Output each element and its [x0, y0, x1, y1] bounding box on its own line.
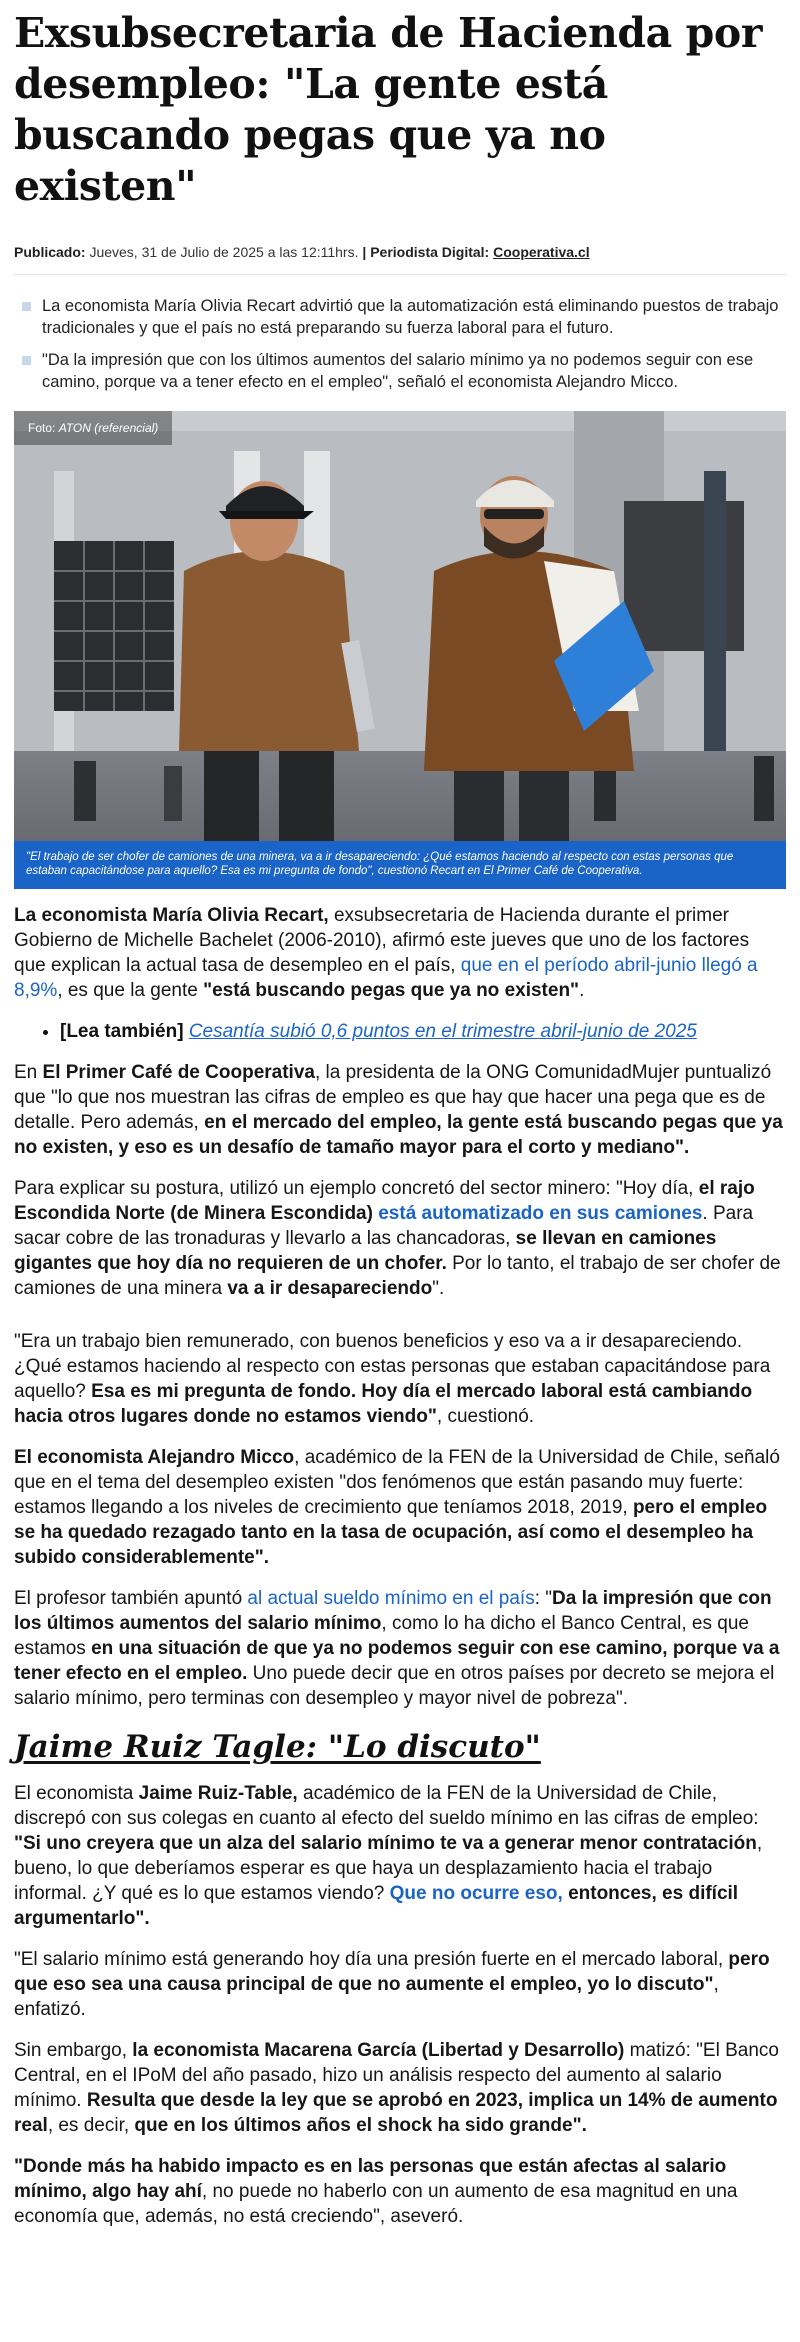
photo-illustration	[14, 411, 786, 889]
text: Para explicar su postura, utilizó un ejemplo concretó del sector minero: "Hoy día,	[14, 1178, 699, 1199]
paragraph	[14, 1445, 786, 1570]
text: El profesor también apuntó	[14, 1588, 248, 1609]
bold-text: entonces, es difícil argumentarlo".	[14, 1883, 739, 1929]
text: "Era un trabajo bien remunerado, con buenos beneficios y eso va a ir desapareciendo. ¿Qué estamos haciendo al respecto con estas personas que estaban capacitándose para aquello?	[14, 1331, 771, 1402]
text: , es decir,	[47, 2115, 135, 2136]
text: , como lo ha dicho el Banco Central, es que estamos	[14, 1613, 749, 1659]
bold-text: que en los últimos años el shock ha sido grande".	[134, 2115, 587, 2136]
bold-text: "está buscando pegas que ya no existen"	[203, 980, 580, 1001]
bold-text: Jaime Ruiz-Table,	[138, 1783, 298, 1804]
text: , bueno, lo que deberíamos esperar es que haya un desplazamiento hacia el trabajo informal. ¿Y qué es lo que estamos viendo?	[14, 1833, 763, 1904]
paragraph	[14, 903, 786, 1003]
summary-bullet: La economista María Olivia Recart advirtió que la automatización está eliminando puestos de trabajo tradicionales y que el país no está preparando su fuerza laboral para el futuro.	[20, 295, 786, 339]
article-body	[14, 903, 786, 2229]
paragraph	[14, 2154, 786, 2229]
text: : "	[534, 1588, 553, 1609]
paragraph	[14, 1176, 786, 1301]
section-heading: Jaime Ruiz Tagle: "Lo discuto"	[14, 1729, 541, 1765]
text: académico de la FEN de la Universidad de Chile, discrepó con sus colegas en cuanto al efecto del sueldo mínimo en las cifras de empleo:	[14, 1783, 759, 1829]
text: En	[14, 1062, 43, 1083]
text: "El salario mínimo está generando hoy día una presión fuerte en el mercado laboral,	[14, 1949, 729, 1970]
summary-bullet: "Da la impresión que con los últimos aumentos del salario mínimo ya no podemos seguir con ese camino, porque va a tener efecto en el empleo", señaló el economista Alejandro Micco.	[20, 349, 786, 393]
paragraph	[14, 1329, 786, 1429]
text: ".	[432, 1278, 445, 1299]
bold-text: el rajo Escondida Norte (de Minera Escondida)	[14, 1178, 755, 1224]
article-image	[14, 411, 786, 889]
text: .	[579, 980, 585, 1001]
related-tag: [Lea también]	[60, 1021, 184, 1042]
bold-text: va a ir desapareciendo	[227, 1278, 433, 1299]
photo-credit-label: Foto:	[28, 421, 56, 435]
photo-credit	[14, 411, 172, 445]
bold-text: pero que eso sea una causa principal de que no aumente el empleo, yo lo discuto"	[14, 1949, 770, 1995]
paragraph	[14, 1586, 786, 1711]
automation-link[interactable]: está automatizado en sus camiones	[378, 1203, 703, 1224]
bold-text: pero el empleo se ha quedado rezagado tanto en la tasa de ocupación, así como el desempleo ha subido considerablemente".	[14, 1497, 768, 1568]
related-article	[14, 1019, 786, 1044]
published-date: Jueves, 31 de Julio de 2025 a las 12:11hrs.	[89, 244, 359, 260]
text: , es que la gente	[57, 980, 204, 1001]
related-article-link[interactable]: Cesantía subió 0,6 puntos en el trimestre abril-junio de 2025	[188, 1021, 697, 1042]
text: , académico de la FEN de la Universidad de Chile, señaló que en el tema del desempleo existen "dos fenómenos que están pasando muy fuerte: estamos llegando a los niveles de crecimiento que teníamos 2018, 2019,	[14, 1447, 780, 1518]
bold-text: La economista María Olivia Recart,	[14, 905, 329, 926]
text: , la presidenta de la ONG ComunidadMujer puntualizó que "lo que nos muestran las cifras de empleo es que hay que hacer una pega que es de detalle. Pero además,	[14, 1062, 772, 1133]
informal-work-link[interactable]: Que no ocurre eso,	[389, 1883, 563, 1904]
photo-credit-value: ATON (referencial)	[58, 421, 159, 435]
bold-text: en el mercado del empleo, la gente está buscando pegas que ya no existen, y eso es un desafío de tamaño mayor para el corto y mediano".	[14, 1112, 783, 1158]
text: Uno puede decir que en otros países por decreto se mejora el salario mínimo, pero terminas con desempleo y mayor nivel de pobreza".	[14, 1663, 775, 1709]
text: matizó: "El Banco Central, en el IPoM del año pasado, hizo un análisis respecto del aumento al salario mínimo.	[14, 2040, 779, 2111]
text: , cuestionó.	[436, 1406, 535, 1427]
bold-text: Da la impresión que con los últimos aumentos del salario mínimo	[14, 1588, 772, 1634]
paragraph	[14, 1947, 786, 2022]
article-meta	[14, 244, 786, 275]
author-link[interactable]: Cooperativa.cl	[493, 244, 590, 260]
text: Sin embargo,	[14, 2040, 133, 2061]
meta-separator: |	[362, 244, 367, 260]
bold-text: "Donde más ha habido impacto es en las personas que están afectas al salario mínimo, algo hay ahí	[14, 2156, 727, 2202]
summary-bullets	[14, 295, 786, 393]
text: , no puede no haberlo con un aumento de esa magnitud en una economía que, además, no está creciendo", aseveró.	[14, 2181, 738, 2227]
bold-text: "Si uno creyera que un alza del salario mínimo te va a generar menor contratación	[14, 1833, 757, 1854]
published-label: Publicado:	[14, 244, 86, 260]
text: , enfatizó.	[14, 1974, 719, 2020]
bold-text: en una situación de que ya no podemos seguir con ese camino, porque va a tener efecto en el empleo.	[14, 1638, 780, 1684]
bold-text: la economista Macarena García (Libertad y Desarrollo)	[132, 2040, 625, 2061]
text: exsubsecretaria de Hacienda durante el primer Gobierno de Michelle Bachelet (2006-2010), afirmó este jueves que uno de los factores que explican la actual tasa de desempleo en el país,	[14, 905, 750, 976]
text: Por lo tanto, el trabajo de ser chofer de camiones de una minera	[14, 1253, 781, 1299]
paragraph	[14, 2038, 786, 2138]
bold-text: Resulta que desde la ley que se aprobó en 2023, implica un 14% de aumento real	[14, 2090, 778, 2136]
related-item	[60, 1019, 786, 1044]
bold-text: El Primer Café de Cooperativa	[42, 1062, 315, 1083]
text: . Para sacar cobre de las tronaduras y llevarlo a las chancadoras,	[14, 1203, 754, 1249]
paragraph	[14, 1060, 786, 1160]
unemployment-rate-link[interactable]: que en el período abril-junio llegó a 8,9%	[14, 955, 758, 1001]
bold-text: Esa es mi pregunta de fondo. Hoy día el mercado laboral está cambiando hacia otros lugares donde no estamos viendo"	[14, 1381, 753, 1427]
paragraph	[14, 1781, 786, 1931]
article	[0, 8, 800, 2229]
image-caption: "El trabajo de ser chofer de camiones de una minera, va a ir desapareciendo: ¿Qué estamos haciendo al respecto con estas personas que estaban capacitándose para aquello? Esa es mi pregunta de fondo", cuestionó Recart en El Primer Café de Cooperativa.	[14, 841, 786, 889]
article-title: Exsubsecretaria de Hacienda por desempleo: "La gente está buscando pegas que ya no existen"	[14, 9, 763, 210]
author-label: Periodista Digital:	[370, 244, 490, 260]
text: El economista	[14, 1783, 139, 1804]
minimum-wage-link[interactable]: al actual sueldo mínimo en el país	[247, 1588, 535, 1609]
bold-text: se llevan en camiones gigantes que hoy día no requieren de un chofer.	[14, 1228, 717, 1274]
bold-text: El economista Alejandro Micco	[14, 1447, 295, 1468]
